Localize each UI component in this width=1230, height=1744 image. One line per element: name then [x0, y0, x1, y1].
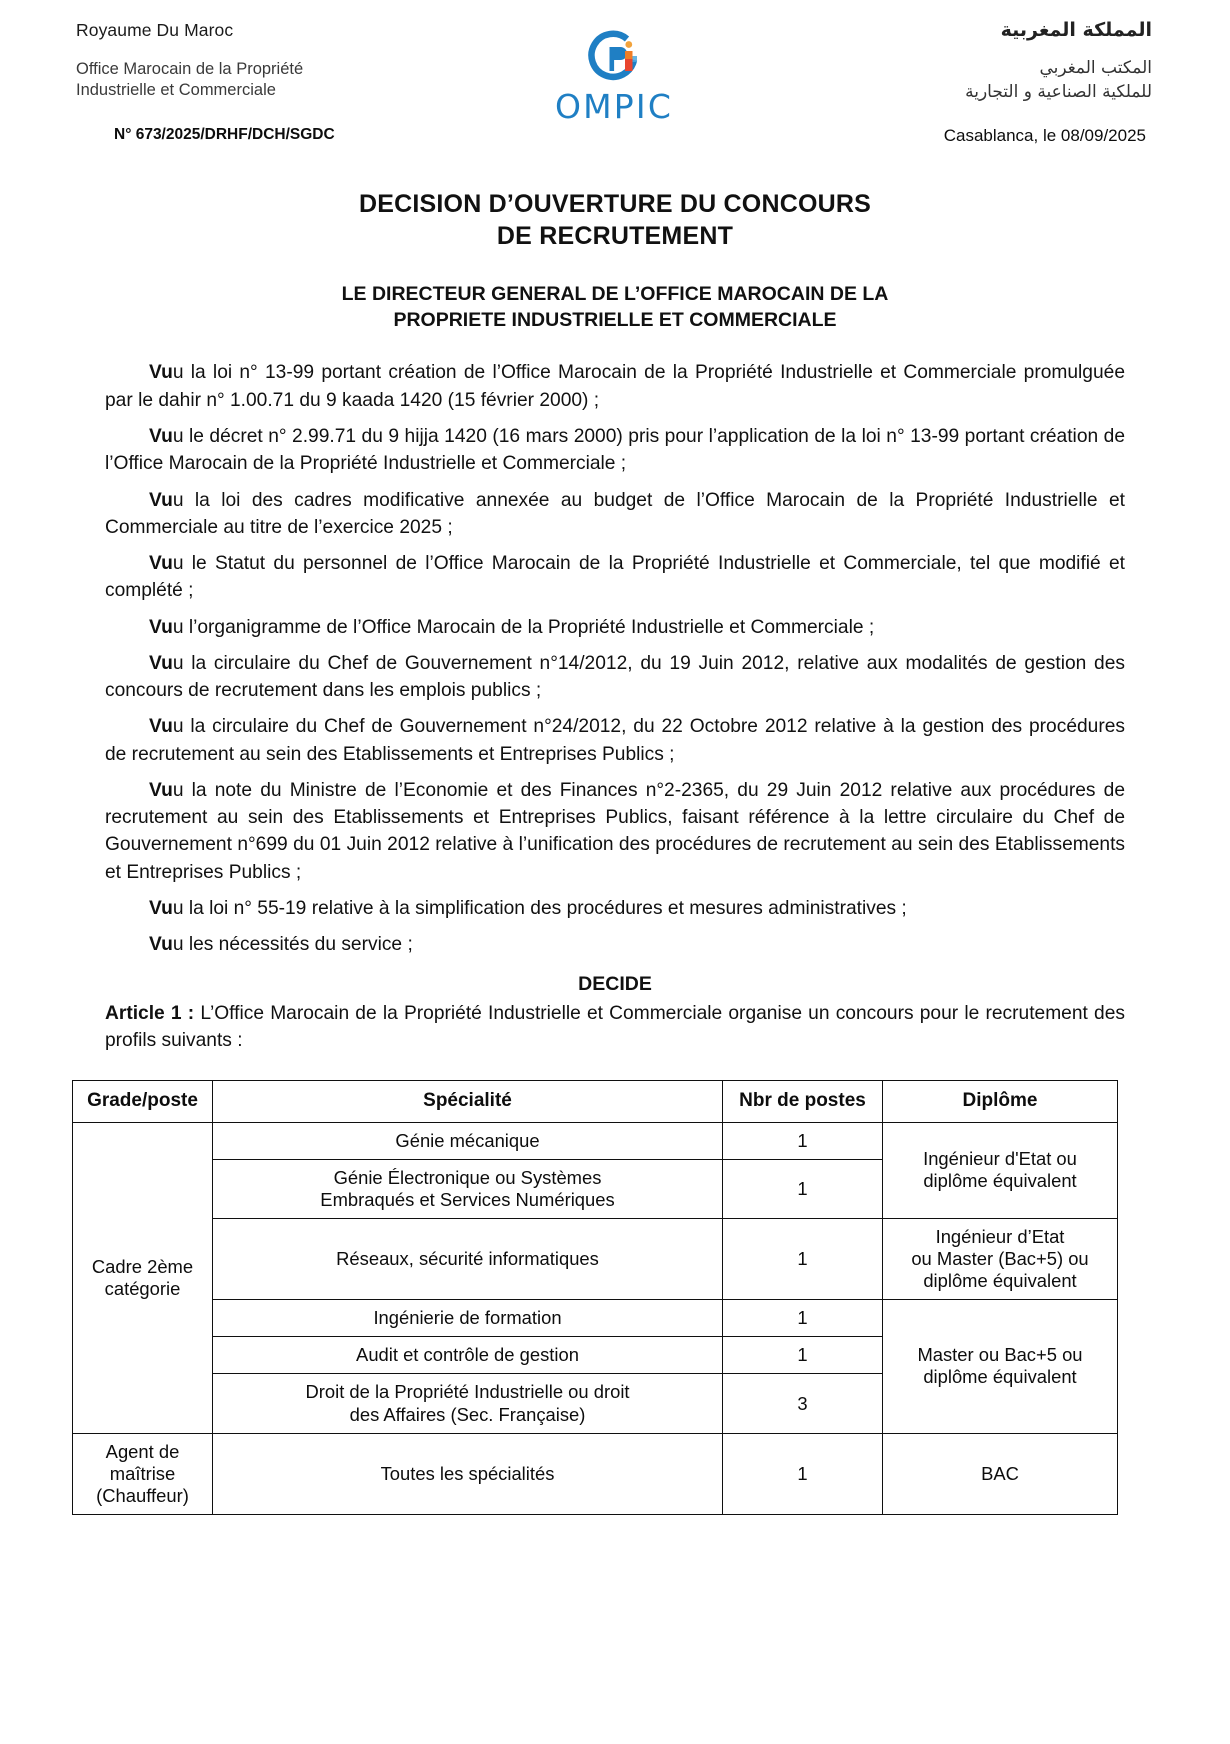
considerant-text: u la loi n° 55-19 relative à la simplification des procédures et mesures administratives ;: [172, 897, 907, 919]
cell-grade-cadre-line1: Cadre 2ème: [91, 1255, 194, 1277]
reference-number: N° 673/2025/DRHF/DCH/SGDC: [114, 126, 335, 143]
page-title-line2: DE RECRUTEMENT: [496, 222, 734, 250]
cell-grade-agent-line3: (Chauffeur): [96, 1484, 189, 1506]
cell-specialite: [213, 1374, 723, 1433]
considerant-paragraph: [105, 895, 1125, 922]
considerant-lead: Vu: [149, 553, 173, 575]
considerant-lead: Vu: [149, 652, 173, 674]
considerant-lead: Vu: [149, 897, 173, 919]
considerant-paragraph: [105, 931, 1125, 958]
cell-specialite: Audit et contrôle de gestion: [213, 1337, 723, 1374]
considerant-lead: Vu: [149, 716, 173, 738]
considerant-paragraph: [105, 650, 1125, 705]
cell-specialite-line2: Embraqués et Services Numériques: [320, 1189, 615, 1210]
page-title: [0, 188, 1230, 252]
considerant-paragraph: [105, 423, 1125, 478]
considerant-lead: Vu: [149, 779, 173, 801]
header-right-arabic: [822, 14, 1152, 105]
cell-specialite: Génie mécanique: [213, 1122, 723, 1159]
page-subtitle: [90, 282, 1140, 333]
cell-postes: 1: [723, 1122, 883, 1159]
table-row: [73, 1122, 1118, 1159]
cell-diplome: BAC: [883, 1433, 1118, 1514]
considerant-lead: Vu: [149, 489, 173, 511]
office-name-fr: [76, 59, 406, 101]
cell-diplome-line1: Master ou Bac+5 ou: [917, 1344, 1083, 1366]
office-name-fr-line1: Office Marocain de la Propriété: [76, 60, 304, 78]
cell-postes: 1: [723, 1159, 883, 1218]
considerant-lead: Vu: [149, 362, 173, 384]
column-header-grade: Grade/poste: [73, 1081, 213, 1123]
considerant-text: u la note du Ministre de l’Economie et des Finances n°2-2365, du 29 Juin 2012 relative aux procédures de recrutement au sein des Etablissements et Entreprises Publics, faisant référence à la lettre circulaire du Chef de Gouvernement n°699 du 01 Juin 2012 relative à l’unification des procédures de recrutement au sein des Etablissements et Entreprises Publics ;: [105, 779, 1125, 883]
considerant-text: u l’organigramme de l’Office Marocain de la Propriété Industrielle et Commerciale ;: [172, 616, 875, 638]
article-1-label: Article 1 :: [105, 1002, 195, 1024]
header-center-logo: [484, 14, 744, 126]
considerant-text: u la circulaire du Chef de Gouvernement n°24/2012, du 22 Octobre 2012 relative à la gestion des procédures de recrutement au sein des Etablissements et Entreprises Publics ;: [105, 716, 1125, 765]
document-header: [0, 0, 1230, 126]
considerant-text: u le décret n° 2.99.71 du 9 hijja 1420 (16 mars 2000) pris pour l’application de la loi n° 13-99 portant création de l’Office Marocain de la Propriété Industrielle et Commerciale ;: [105, 426, 1125, 475]
cell-diplome-line1: Ingénieur d’Etat: [935, 1226, 1065, 1248]
cell-postes: 1: [723, 1433, 883, 1514]
page-bottom-edge: [0, 1734, 1230, 1744]
office-name-ar-line1: المكتب المغربي: [1039, 57, 1152, 78]
profiles-table: [72, 1080, 1118, 1515]
considerant-text: u la loi n° 13-99 portant création de l’Office Marocain de la Propriété Industrielle et Commerciale promulguée par le dahir n° 1.00.71 du 9 kaada 1420 (15 février 2000) ;: [105, 362, 1125, 411]
office-name-fr-line2: Industrielle et Commerciale: [76, 81, 276, 100]
cell-diplome-line2: ou Master (Bac+5) ou: [911, 1248, 1089, 1270]
cell-diplome-line2: diplôme équivalent: [923, 1170, 1077, 1192]
considerant-paragraph: [105, 487, 1125, 542]
considerant-paragraph: [105, 614, 1125, 641]
cell-specialite-line1: Droit de la Propriété Industrielle ou droit: [305, 1381, 630, 1403]
cell-postes: 1: [723, 1300, 883, 1337]
considerant-text: u la loi des cadres modificative annexée au budget de l’Office Marocain de la Propriété Industrielle et Commerciale au titre de l’exercice 2025 ;: [105, 489, 1125, 538]
place-and-date: Casablanca, le 08/09/2025: [943, 126, 1146, 145]
considerant-paragraph: [105, 359, 1125, 414]
page-subtitle-line1: LE DIRECTEUR GENERAL DE L’OFFICE MAROCAIN DE LA: [341, 283, 889, 305]
cell-postes: 1: [723, 1337, 883, 1374]
office-name-ar-line2: للملكية الصناعية و التجارية: [965, 82, 1152, 103]
cell-grade-cadre-line2: catégorie: [104, 1277, 181, 1299]
kingdom-label-ar: المملكة المغربية: [1000, 19, 1152, 41]
cell-diplome: [883, 1122, 1118, 1218]
cell-postes: 1: [723, 1219, 883, 1300]
cell-grade-agent: [73, 1433, 213, 1514]
page-title-line1: DECISION D’OUVERTURE DU CONCOURS: [359, 190, 871, 218]
header-left-french: [76, 14, 406, 101]
cell-diplome-line1: Ingénieur d'Etat ou: [923, 1148, 1077, 1170]
article-1-text: L’Office Marocain de la Propriété Industrielle et Commerciale organise un concours pour le recrutement des profils suivants :: [105, 1002, 1125, 1051]
office-name-ar: [822, 56, 1152, 105]
cell-diplome-line3: diplôme équivalent: [923, 1270, 1077, 1292]
column-header-postes: Nbr de postes: [723, 1081, 883, 1123]
cell-diplome-line2: diplôme équivalent: [923, 1366, 1077, 1388]
column-header-specialite: Spécialité: [213, 1081, 723, 1123]
table-row: [73, 1300, 1118, 1337]
cell-specialite: Ingénierie de formation: [213, 1300, 723, 1337]
profiles-table-wrapper: [0, 1080, 1230, 1515]
ompic-logo-icon: [581, 30, 647, 88]
table-row: [73, 1219, 1118, 1300]
column-header-diplome: Diplôme: [883, 1081, 1118, 1123]
cell-specialite-line1: Génie Électronique ou Systèmes: [333, 1166, 602, 1188]
considerant-lead: Vu: [149, 934, 173, 956]
considerant-lead: Vu: [149, 616, 173, 638]
cell-specialite-line2: des Affaires (Sec. Française): [349, 1403, 586, 1425]
cell-grade-agent-line2: maîtrise: [109, 1462, 176, 1484]
considerant-paragraph: [105, 550, 1125, 605]
table-header-row: [73, 1081, 1118, 1123]
considerant-paragraph: [105, 713, 1125, 768]
considerant-text: u les nécessités du service ;: [172, 934, 413, 956]
cell-diplome: [883, 1300, 1118, 1433]
cell-specialite: [213, 1159, 723, 1218]
kingdom-label-fr: Royaume Du Maroc: [76, 20, 234, 40]
document-body: [0, 359, 1230, 1054]
considerant-lead: Vu: [149, 426, 173, 447]
considerant-text: u la circulaire du Chef de Gouvernement n°14/2012, du 19 Juin 2012, relative aux modalités de gestion des concours de recrutement dans les emplois publics ;: [105, 652, 1125, 702]
cell-specialite: Réseaux, sécurité informatiques: [213, 1219, 723, 1300]
article-1-paragraph: [105, 1000, 1125, 1055]
cell-diplome: [883, 1219, 1118, 1300]
cell-grade-cadre: [73, 1122, 213, 1433]
considerant-text: u le Statut du personnel de l’Office Marocain de la Propriété Industrielle et Commerciale, tel que modifié et complété ;: [105, 553, 1125, 602]
page-subtitle-line2: PROPRIETE INDUSTRIELLE ET COMMERCIALE: [393, 308, 837, 331]
cell-grade-agent-line1: Agent de: [105, 1440, 180, 1462]
table-row: [73, 1433, 1118, 1514]
cell-postes: 3: [723, 1374, 883, 1433]
considerant-paragraph: [105, 777, 1125, 886]
cell-specialite: Toutes les spécialités: [213, 1433, 723, 1514]
ompic-wordmark: OMPIC: [554, 87, 674, 126]
decide-heading: DECIDE: [578, 972, 652, 995]
